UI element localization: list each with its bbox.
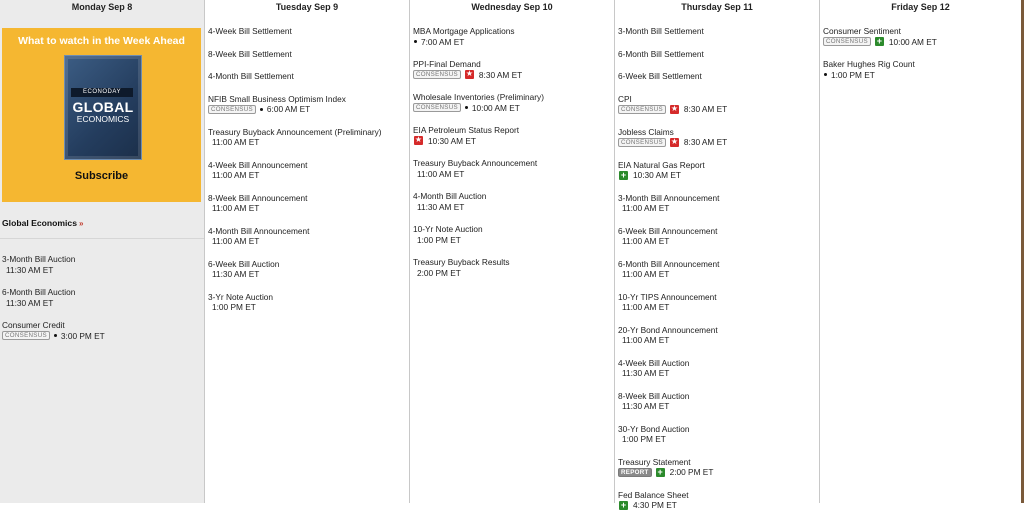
event-time: 11:30 AM ET — [6, 264, 54, 275]
event-time: 11:00 AM ET — [212, 203, 260, 213]
event-meta — [618, 467, 819, 478]
event-list — [615, 26, 819, 511]
event-meta — [413, 235, 614, 246]
event-item — [208, 259, 409, 280]
day-column-friday — [820, 0, 1024, 503]
event-item — [618, 490, 819, 511]
event-title-link[interactable]: 8-Week Bill Announcement — [208, 192, 308, 203]
event-item — [208, 26, 409, 37]
day-header: Wednesday Sep 10 — [471, 2, 553, 12]
event-meta — [208, 203, 409, 214]
bullet-icon — [54, 334, 57, 337]
consensus-badge[interactable]: CONSENSUS — [618, 105, 666, 114]
event-time: 11:00 AM ET — [212, 236, 260, 246]
event-title-link[interactable]: 8-Week Bill Settlement — [208, 48, 292, 59]
event-title-link[interactable]: Treasury Buyback Announcement — [413, 158, 538, 168]
event-time: 4:30 PM ET — [633, 500, 677, 510]
event-title-link[interactable]: 6-Month Bill Settlement — [618, 48, 704, 59]
event-item — [413, 26, 614, 47]
event-item — [413, 191, 614, 212]
event-item — [618, 292, 819, 313]
event-time: 11:30 AM ET — [6, 297, 54, 308]
event-meta — [208, 236, 409, 247]
event-item — [618, 94, 819, 115]
event-title-link[interactable]: Jobless Claims — [618, 126, 674, 137]
event-list — [410, 26, 614, 278]
event-meta — [618, 170, 819, 181]
event-time: 11:00 AM ET — [622, 302, 670, 312]
cover-title-economics: ECONOMICS — [76, 114, 130, 124]
event-meta — [823, 37, 1021, 48]
event-item — [618, 193, 819, 214]
event-time: 11:00 AM ET — [417, 168, 465, 179]
day-column-thursday — [615, 0, 820, 510]
event-meta — [413, 70, 614, 81]
event-time: 10:30 AM ET — [633, 170, 681, 180]
plus-icon — [619, 171, 628, 180]
star-icon — [414, 136, 423, 145]
event-item — [618, 26, 819, 37]
event-item — [413, 125, 614, 146]
event-title-link[interactable]: 10-Yr Note Auction — [413, 224, 483, 234]
event-meta — [618, 236, 819, 247]
event-title-link[interactable]: Treasury Buyback Announcement (Preliminary) — [208, 126, 382, 137]
event-item — [2, 287, 204, 308]
event-item — [208, 94, 409, 115]
event-item — [618, 160, 819, 181]
event-item — [208, 226, 409, 247]
consensus-badge[interactable]: CONSENSUS — [413, 103, 461, 112]
star-icon — [465, 70, 474, 79]
event-title-link[interactable]: MBA Mortgage Applications — [413, 26, 515, 36]
event-item — [618, 127, 819, 148]
subscribe-button[interactable]: Subscribe — [74, 170, 129, 182]
consensus-badge[interactable]: CONSENSUS — [618, 138, 666, 147]
event-time: 7:00 AM ET — [421, 36, 465, 47]
star-icon — [670, 138, 679, 147]
event-title-link[interactable]: 3-Month Bill Settlement — [618, 26, 704, 36]
event-time: 3:00 PM ET — [60, 330, 105, 341]
event-item — [208, 49, 409, 60]
event-time: 8:30 AM ET — [683, 104, 728, 114]
event-item — [208, 71, 409, 82]
event-meta — [208, 104, 409, 115]
star-icon — [670, 105, 679, 114]
event-item — [618, 457, 819, 478]
event-item — [2, 320, 204, 341]
event-title-link[interactable]: 4-Month Bill Settlement — [208, 71, 294, 81]
event-title-link[interactable]: Consumer Credit — [2, 320, 65, 330]
event-meta — [618, 203, 819, 214]
event-title-link[interactable]: 3-Yr Note Auction — [208, 291, 274, 302]
event-item — [413, 224, 614, 245]
event-item — [823, 26, 1021, 47]
event-title-link[interactable]: EIA Petroleum Status Report — [413, 125, 520, 135]
day-header: Monday Sep 8 — [71, 2, 133, 12]
event-title-link[interactable]: 6-Week Bill Announcement — [618, 225, 718, 236]
event-title-link[interactable]: CPI — [618, 93, 632, 104]
event-meta — [2, 331, 204, 342]
event-time: 10:00 AM ET — [471, 102, 520, 113]
double-chevron-right-icon: » — [78, 219, 84, 228]
event-item — [618, 71, 819, 82]
event-title-link[interactable]: 4-Month Bill Announcement — [208, 225, 310, 236]
event-meta — [413, 103, 614, 114]
event-time: 11:00 AM ET — [622, 335, 670, 345]
event-meta — [413, 37, 614, 48]
day-column-wednesday — [410, 0, 615, 503]
global-economics-cover-image — [64, 55, 142, 160]
event-time: 2:00 PM ET — [669, 467, 714, 477]
event-time: 8:30 AM ET — [683, 137, 728, 147]
consensus-badge[interactable]: CONSENSUS — [2, 331, 50, 340]
event-title-link[interactable]: 8-Week Bill Auction — [618, 390, 690, 401]
bullet-icon — [465, 106, 468, 109]
event-title-link[interactable]: 20-Yr Bond Announcement — [618, 324, 718, 335]
global-economics-link[interactable] — [2, 218, 204, 228]
day-header: Friday Sep 12 — [891, 2, 950, 12]
plus-icon — [619, 501, 628, 510]
bullet-icon — [824, 73, 827, 76]
event-item — [208, 127, 409, 148]
event-meta — [618, 401, 819, 412]
event-title-link[interactable]: Treasury Buyback Results — [413, 257, 510, 267]
event-time: 8:30 AM ET — [478, 69, 523, 80]
event-time: 1:00 PM ET — [622, 434, 666, 444]
event-item — [413, 59, 614, 80]
event-time: 11:30 AM ET — [622, 401, 670, 411]
cover-title-global: GLOBAL — [72, 99, 134, 115]
event-time: 11:30 AM ET — [417, 201, 465, 212]
day-header: Thursday Sep 11 — [681, 2, 753, 12]
event-time: 2:00 PM ET — [417, 267, 461, 278]
event-meta — [618, 434, 819, 445]
bullet-icon — [414, 40, 417, 43]
event-item — [618, 226, 819, 247]
event-time: 1:00 PM ET — [417, 234, 461, 245]
event-time: 1:00 PM ET — [831, 69, 875, 80]
consensus-badge[interactable]: CONSENSUS — [413, 70, 461, 79]
event-title-link[interactable]: 6-Month Bill Auction — [2, 287, 76, 297]
bullet-icon — [260, 108, 263, 111]
day-column-monday — [0, 0, 205, 503]
event-item — [208, 292, 409, 313]
promo-headline: What to watch in the Week Ahead — [18, 35, 185, 47]
event-meta — [618, 335, 819, 346]
event-title-link[interactable]: NFIB Small Business Optimism Index — [208, 93, 346, 104]
event-item — [413, 257, 614, 278]
event-meta — [618, 302, 819, 313]
week-ahead-promo[interactable] — [2, 28, 201, 202]
event-item — [2, 254, 204, 275]
event-time: 10:00 AM ET — [888, 36, 937, 47]
event-item — [413, 158, 614, 179]
event-meta — [618, 269, 819, 280]
event-item — [618, 325, 819, 346]
event-meta — [208, 302, 409, 313]
event-meta — [2, 265, 204, 276]
event-title-link[interactable]: 6-Week Bill Settlement — [618, 71, 702, 81]
event-meta — [618, 500, 819, 511]
day-column-tuesday — [205, 0, 410, 503]
event-time: 1:00 PM ET — [212, 302, 256, 312]
plus-icon — [875, 37, 884, 46]
consensus-badge[interactable]: CONSENSUS — [208, 105, 256, 114]
event-meta — [618, 104, 819, 115]
event-meta — [413, 268, 614, 279]
event-title-link[interactable]: 4-Week Bill Announcement — [208, 159, 308, 170]
event-title-link[interactable]: 4-Week Bill Auction — [618, 357, 690, 368]
event-item — [208, 193, 409, 214]
event-item — [618, 49, 819, 60]
event-item — [618, 259, 819, 280]
event-title-link[interactable]: Consumer Sentiment — [823, 26, 901, 36]
event-title-link[interactable]: 4-Week Bill Settlement — [208, 26, 292, 36]
event-time: 11:00 AM ET — [212, 170, 260, 180]
report-badge[interactable]: REPORT — [618, 468, 652, 477]
event-list — [0, 254, 204, 341]
event-title-link[interactable]: 4-Month Bill Auction — [413, 191, 487, 201]
event-item — [823, 59, 1021, 80]
consensus-badge[interactable]: CONSENSUS — [823, 37, 871, 46]
event-title-link[interactable]: EIA Natural Gas Report — [618, 159, 705, 170]
event-item — [618, 391, 819, 412]
event-list — [205, 26, 409, 313]
event-item — [208, 160, 409, 181]
event-meta — [208, 269, 409, 280]
event-time: 10:30 AM ET — [428, 135, 476, 146]
divider — [0, 238, 204, 239]
event-time: 6:00 AM ET — [266, 104, 311, 114]
event-item — [413, 92, 614, 113]
event-item — [618, 358, 819, 379]
event-time: 11:30 AM ET — [212, 269, 260, 279]
event-meta — [618, 137, 819, 148]
event-title-link[interactable]: 6-Month Bill Announcement — [618, 258, 720, 269]
plus-icon — [656, 468, 665, 477]
event-list — [820, 26, 1021, 80]
event-meta — [618, 368, 819, 379]
event-title-link[interactable]: Treasury Statement — [618, 456, 691, 467]
day-header: Tuesday Sep 9 — [275, 2, 339, 12]
event-title-link[interactable]: 10-Yr TIPS Announcement — [618, 291, 717, 302]
global-economics-link-label: Global Economics — [2, 218, 77, 228]
event-title-link[interactable]: 30-Yr Bond Auction — [618, 423, 690, 434]
event-meta — [208, 170, 409, 181]
event-time: 11:00 AM ET — [212, 137, 260, 147]
event-title-link[interactable]: Baker Hughes Rig Count — [823, 59, 915, 69]
event-title-link[interactable]: Fed Balance Sheet — [618, 489, 689, 500]
event-meta — [208, 137, 409, 148]
event-meta — [413, 202, 614, 213]
event-time: 11:00 AM ET — [622, 269, 670, 279]
event-meta — [413, 136, 614, 147]
event-meta — [413, 169, 614, 180]
event-item — [618, 424, 819, 445]
cover-brand-label: ECONODAY — [71, 88, 133, 97]
event-meta — [823, 70, 1021, 81]
event-title-link[interactable]: Wholesale Inventories (Preliminary) — [413, 92, 544, 102]
event-meta — [2, 298, 204, 309]
event-time: 11:30 AM ET — [622, 368, 670, 378]
event-title-link[interactable]: 3-Month Bill Announcement — [618, 192, 720, 203]
event-time: 11:00 AM ET — [622, 203, 670, 213]
event-title-link[interactable]: 6-Week Bill Auction — [208, 258, 280, 269]
event-title-link[interactable]: 3-Month Bill Auction — [2, 254, 76, 264]
event-title-link[interactable]: PPI-Final Demand — [413, 59, 481, 69]
event-time: 11:00 AM ET — [622, 236, 670, 246]
